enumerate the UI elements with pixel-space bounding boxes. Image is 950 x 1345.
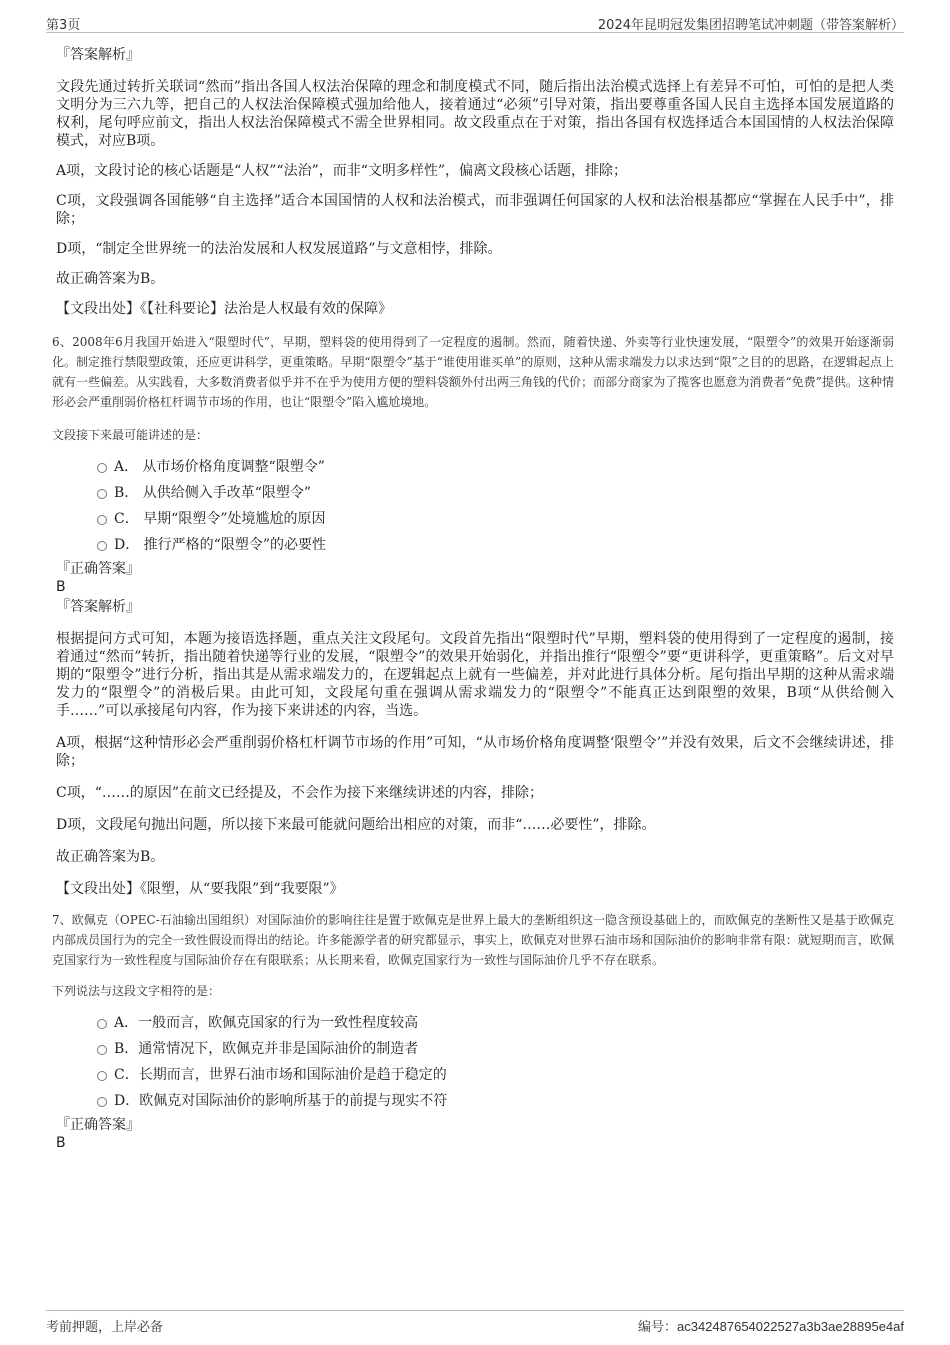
q5-option-a-analysis: A项，文段讨论的核心话题是“人权”“法治”，而非“文明多样性”，偏离文段核心话题，排除； — [56, 163, 628, 179]
q7-answer: B — [56, 1135, 66, 1151]
q6-option-b[interactable]: B． 从供给侧入手改革“限塑令” — [56, 484, 894, 510]
q6-options — [56, 458, 894, 562]
radio-icon[interactable] — [97, 1045, 107, 1055]
q6-question: 文段接下来最可能讲述的是： — [52, 428, 209, 442]
document-title: 2024年昆明冠发集团招聘笔试冲刺题（带答案解析） — [597, 18, 904, 33]
radio-icon[interactable] — [97, 1071, 107, 1081]
q7-passage: 7、欧佩克（OPEC-石油输出国组织）对国际油价的影响往往是置于欧佩克是世界上最大的垄断组织这一隐含预设基础上的，而欧佩克的垄断性又是基于欧佩克内部成员国行为的完全一致性假设而得出的结论。许多能源学者的研究都显示，事实上，欧佩克对世界石油市场和国际油价的影响非常有限：就短期而言，欧佩克国家行为一致性程度与国际油价存在有限联系；从长期来看，欧佩克国家行为一致性与国际油价几乎不存在联系。 — [52, 913, 894, 967]
radio-icon[interactable] — [97, 463, 107, 473]
radio-icon[interactable] — [97, 489, 107, 499]
page-content — [52, 46, 894, 1152]
q5-option-d-analysis: D项，“制定全世界统一的法治发展和人权发展道路”与文意相悖，排除。 — [56, 241, 502, 257]
q6-analysis-text: 根据提问方式可知，本题为接语选择题，重点关注文段尾句。文段首先指出“限塑时代”早期，塑料袋的使用得到了一定程度的遏制，接着通过“然而”转折，指出随着快递等行业的发展，“限塑令”的效果开始弱化，并指出推行“限塑令”要“更讲科学，更重策略”。后文对早期的“限塑令”进行分析，指出其是从需求端发力的，在逻辑起点上就有一些偏差，并对此进行具体分析。尾句指出早期的这种从需求端发力的“限塑令”的消极后果。由此可知，文段尾句重在强调从需求端发力的“限塑令”不能真正达到限塑的效果，B项“从供给侧入手……”可以承接尾句内容，作为接下来讲述的内容，当选。 — [56, 631, 894, 719]
q5-analysis-label: 『答案解析』 — [56, 47, 140, 63]
q7-option-b[interactable]: B．通常情况下，欧佩克并非是国际油价的制造者 — [56, 1040, 894, 1066]
q5-analysis-text: 文段先通过转折关联词“然而”指出各国人权法治保障的理念和制度模式不同，随后指出法治模式选择上有差异不可怕，可怕的是把人类文明分为三六九等，把自己的人权法治保障模式强加给他人，接着通过“必须”引导对策，指出要尊重各国人民自主选择本国发展道路的权利，尾句呼应前文，指出人权法治保障模式不需全世界相同。故文段重点在于对策，指出各国有权选择适合本国国情的人权法治保障模式，对应B项。 — [56, 79, 894, 149]
q7-options — [56, 1014, 894, 1118]
q7-question: 下列说法与这段文字相符的是： — [52, 984, 221, 998]
q6-option-a[interactable]: A． 从市场价格角度调整“限塑令” — [56, 458, 894, 484]
q6-option-d-analysis: D项，文段尾句抛出问题，所以接下来最可能就问题给出相应的对策，而非“……必要性”，排除。 — [56, 817, 656, 833]
q6-passage: 6、2008年6月我国开始进入“限塑时代”，早期，塑料袋的使用得到了一定程度的遏制。然而，随着快递、外卖等行业快速发展，“限塑令”的效果开始逐渐弱化。制定推行禁限塑政策，还应更讲科学，更重策略。早期“限塑令”基于“谁使用谁买单”的原则，这种从需求端发力以求达到“限”之目的的思路，在逻辑起点上就有一些偏差。从实践看，大多数消费者似乎并不在乎为使用方便的塑料袋额外付出两三角钱的代价；而部分商家为了揽客也愿意为消费者“免费”提供。这种情形必会严重削弱价格杠杆调节市场的作用，也让“限塑令”陷入尴尬境地。 — [52, 335, 894, 409]
page-number: 第3页 — [46, 18, 81, 33]
radio-icon[interactable] — [97, 1097, 107, 1107]
code-label: 编号： — [637, 1320, 677, 1335]
document-code — [638, 1316, 904, 1335]
page-footer — [46, 1310, 904, 1335]
radio-icon[interactable] — [97, 1019, 107, 1029]
q7-answer-label: 『正确答案』 — [56, 1117, 140, 1133]
q6-answer: B — [56, 579, 66, 595]
q5-source: 【文段出处】《【社科要论】法治是人权最有效的保障》 — [56, 301, 392, 317]
code-value: ac342487654022527a3b3ae28895e4af — [676, 1319, 904, 1334]
q7-option-c[interactable]: C．长期而言，世界石油市场和国际油价是趋于稳定的 — [56, 1066, 894, 1092]
q6-conclusion: 故正确答案为B。 — [56, 849, 165, 865]
q7-option-a[interactable]: A．一般而言，欧佩克国家的行为一致性程度较高 — [56, 1014, 894, 1040]
footer-slogan: 考前押题，上岸必备 — [46, 1320, 164, 1335]
q6-option-a-analysis: A项，根据“这种情形必会严重削弱价格杠杆调节市场的作用”可知，“从市场价格角度调整‘限塑令’”并没有效果，后文不会继续讲述，排除； — [56, 735, 894, 769]
q5-conclusion: 故正确答案为B。 — [56, 271, 165, 287]
q6-analysis-label: 『答案解析』 — [56, 599, 140, 615]
q6-source: 【文段出处】《限塑，从“要我限”到“我要限”》 — [56, 881, 344, 897]
radio-icon[interactable] — [97, 541, 107, 551]
q7-option-d[interactable]: D．欧佩克对国际油价的影响所基于的前提与现实不符 — [56, 1092, 894, 1118]
page-header — [46, 10, 904, 33]
q6-option-c[interactable]: C． 早期“限塑令”处境尴尬的原因 — [56, 510, 894, 536]
q6-option-d[interactable]: D． 推行严格的“限塑令”的必要性 — [56, 536, 894, 562]
q6-answer-label: 『正确答案』 — [56, 561, 140, 577]
q5-option-c-analysis: C项，文段强调各国能够“自主选择”适合本国国情的人权和法治模式，而非强调任何国家的人权和法治根基都应“掌握在人民手中”，排除； — [56, 193, 894, 227]
q6-option-c-analysis: C项，“……的原因”在前文已经提及，不会作为接下来继续讲述的内容，排除； — [56, 785, 544, 801]
radio-icon[interactable] — [97, 515, 107, 525]
